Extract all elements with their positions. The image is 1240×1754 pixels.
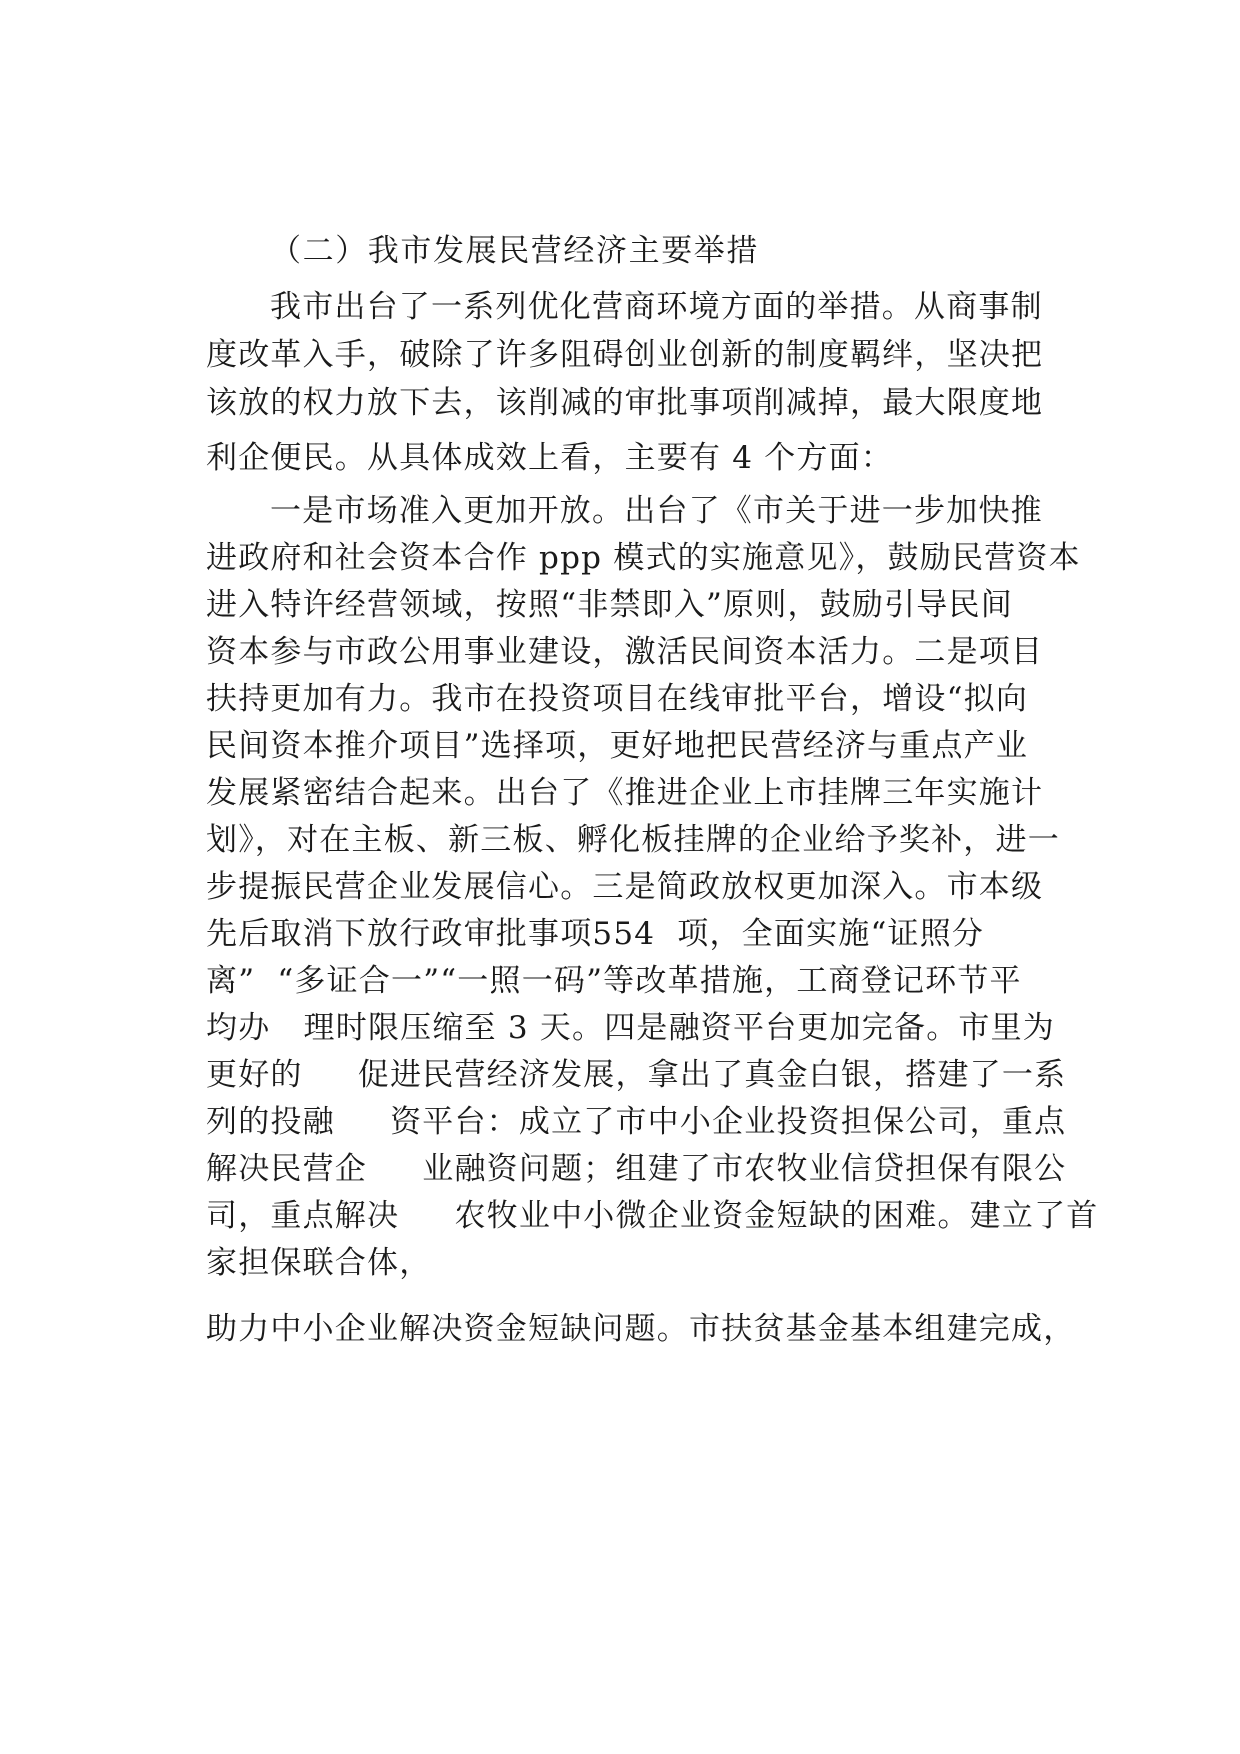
paragraph-line: 划》，对在主板、新三板、孵化板挂牌的企业给予奖补，进一 [206,822,1060,858]
paragraph-line: 进政府和社会资本合作 ppp 模式的实施意见》，鼓励民营资本 [206,540,1081,576]
paragraph-line: 列的投融 资平台：成立了市中小企业投资担保公司，重点 [206,1104,1067,1140]
paragraph-line: 司，重点解决 农牧业中小微企业资金短缺的困难。建立了首 [206,1198,1099,1234]
paragraph-line: 均办 理时限压缩至 3 天。四是融资平台更加完备。市里为 [206,1010,1055,1046]
paragraph-line: 步提振民营企业发展信心。三是简政放权更加深入。市本级 [206,869,1044,905]
paragraph-line: 度改革入手，破除了许多阻碍创业创新的制度羁绊，坚决把 [206,337,1044,373]
paragraph-line: 资本参与市政公用事业建设，激活民间资本活力。二是项目 [206,634,1044,670]
paragraph-line: 利企便民。从具体成效上看，主要有 4 个方面： [206,440,894,476]
paragraph-line: 一是市场准入更加开放。出台了《市关于进一步加快推 [270,493,1043,529]
paragraph-line: 我市出台了一系列优化营商环境方面的举措。从商事制 [270,289,1043,325]
paragraph-line: 解决民营企 业融资问题；组建了市农牧业信贷担保有限公 [206,1151,1067,1187]
paragraph-line: 扶持更加有力。我市在投资项目在线审批平台，增设“拟向 [206,681,1029,717]
paragraph-line: 进入特许经营领域，按照“非禁即入”原则，鼓励引导民间 [206,587,1013,623]
paragraph-line: 该放的权力放下去，该削减的审批事项削减掉，最大限度地 [206,385,1044,421]
paragraph-line: 民间资本推介项目”选择项，更好地把民营经济与重点产业 [206,728,1029,764]
paragraph-line: 先后取消下放行政审批事项554 项，全面实施“证照分 [206,916,985,952]
paragraph-line: 离” “多证合一”“一照一码”等改革措施，工商登记环节平 [206,963,1022,999]
paragraph-line: 发展紧密结合起来。出台了《推进企业上市挂牌三年实施计 [206,775,1044,811]
paragraph-line: 助力中小企业解决资金短缺问题。市扶贫基金基本组建完成， [206,1311,1076,1347]
paragraph-line: 更好的 促进民营经济发展，拿出了真金白银，搭建了一系 [206,1057,1067,1093]
section-heading: （二）我市发展民营经济主要举措 [270,233,759,269]
paragraph-line: 家担保联合体， [206,1245,432,1281]
